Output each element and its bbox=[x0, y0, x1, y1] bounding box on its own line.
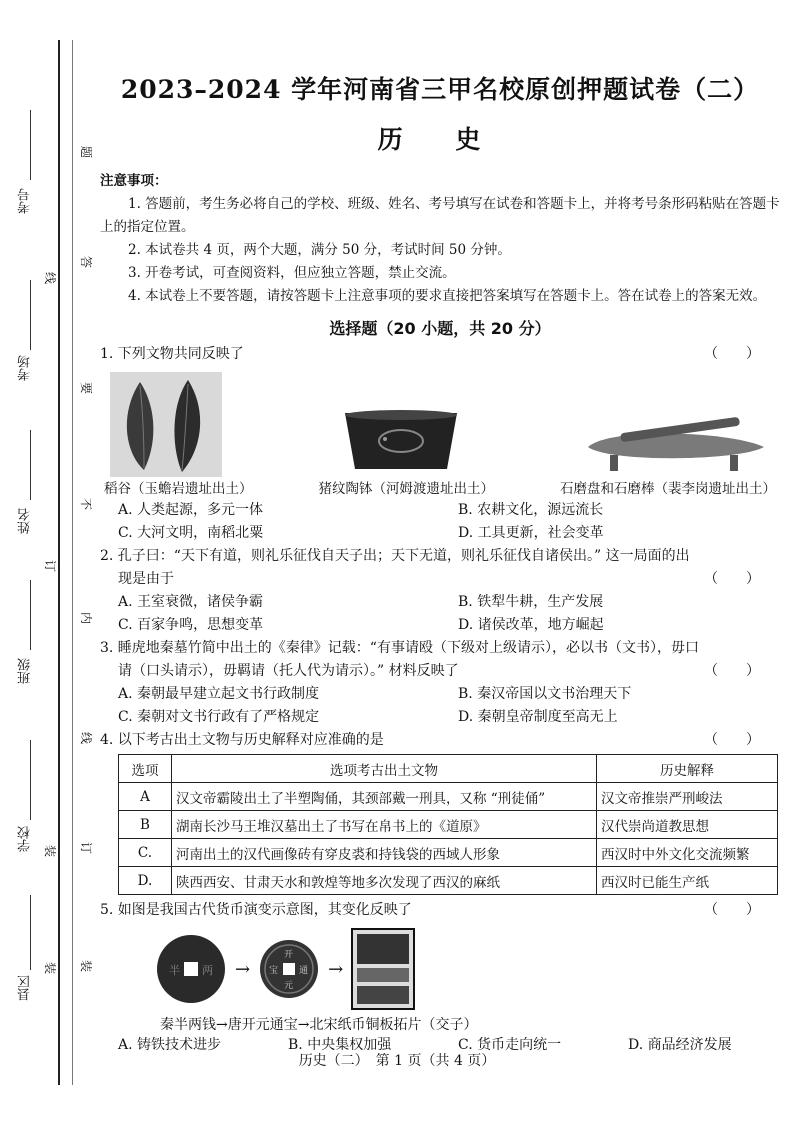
answer-paren: （ ） bbox=[704, 346, 760, 362]
table-cell: 汉文帝推崇严刑峻法 bbox=[597, 783, 778, 811]
seal-char: 装 bbox=[80, 958, 93, 973]
seal-char: 线 bbox=[80, 730, 93, 745]
label-county: 县区 bbox=[18, 975, 33, 1001]
notice-item: 4. 本试卷上不要答题，请按答题卡上注意事项的要求直接把答案填写在答题卡上。答在试卷上的答案无效。 bbox=[128, 288, 767, 304]
table-cell: C. bbox=[119, 839, 172, 867]
coin-caption: 秦半两钱→唐开元通宝→北宋纸币铜板拓片（交子） bbox=[160, 1017, 478, 1033]
table-header: 历史解释 bbox=[597, 755, 778, 783]
table-cell: A bbox=[119, 783, 172, 811]
notice-heading: 注意事项： bbox=[100, 173, 168, 189]
seal-char: 不 bbox=[80, 496, 93, 511]
option-a[interactable]: A. 秦朝最早建立起文书行政制度 bbox=[118, 686, 320, 702]
option-b[interactable]: B. 中央集权加强 bbox=[288, 1037, 392, 1053]
question-5 bbox=[100, 899, 780, 1057]
caption-pottery: 猪纹陶钵（河姆渡遗址出土） bbox=[318, 481, 494, 497]
coin-char: 通 bbox=[299, 966, 309, 976]
option-b[interactable]: B. 铁犁牛耕，生产发展 bbox=[458, 594, 604, 610]
table-header: 选项 bbox=[119, 755, 172, 783]
label-school: 学校 bbox=[18, 826, 33, 852]
rice-image bbox=[110, 372, 222, 477]
question-stem-cont: 请（口头请示），毋羁请（托人代为请示）。” 材料反映了 bbox=[118, 663, 459, 679]
option-a[interactable]: A. 铸铁技术进步 bbox=[118, 1037, 222, 1053]
artifact-table bbox=[118, 754, 778, 895]
coin-char: 宝 bbox=[269, 966, 279, 976]
kaiyuan-coin-image bbox=[258, 938, 320, 1000]
banliang-coin-image bbox=[155, 933, 227, 1005]
binding-margin bbox=[0, 0, 100, 1124]
artifact-images bbox=[100, 372, 780, 477]
question-1 bbox=[100, 343, 780, 545]
caption-grinding-stone: 石磨盘和石磨棒（裴李岗遗址出土） bbox=[560, 481, 776, 497]
seal-char: 线 bbox=[44, 270, 57, 285]
option-b[interactable]: B. 秦汉帝国以文书治理天下 bbox=[458, 686, 632, 702]
exam-page bbox=[100, 70, 780, 1057]
answer-paren: （ ） bbox=[704, 663, 760, 679]
seal-char: 订 bbox=[44, 558, 57, 573]
arrow-icon: → bbox=[328, 958, 344, 980]
table-cell: 湖南长沙马王堆汉墓出土了书写在帛书上的《道原》 bbox=[172, 811, 597, 839]
jiaozi-note-image bbox=[351, 928, 415, 1010]
arrow-icon: → bbox=[235, 958, 251, 980]
section-heading: 选择题（20 小题，共 20 分） bbox=[329, 319, 551, 338]
question-stem-cont: 现是由于 bbox=[118, 571, 174, 587]
option-d[interactable]: D. 工具更新，社会变革 bbox=[458, 525, 604, 541]
fill-line bbox=[30, 280, 31, 350]
option-d[interactable]: D. 诸侯改革，地方崛起 bbox=[458, 617, 604, 633]
label-exam-room: 考场 bbox=[18, 355, 33, 381]
pig-pottery-image bbox=[341, 405, 461, 477]
option-c[interactable]: C. 货币走向统一 bbox=[458, 1037, 562, 1053]
question-stem: 5. 如图是我国古代货币演变示意图，其变化反映了 bbox=[100, 902, 412, 918]
fill-line bbox=[30, 580, 31, 650]
option-a[interactable]: A. 人类起源，多元一体 bbox=[118, 502, 264, 518]
table-cell: 汉代崇尚道教思想 bbox=[597, 811, 778, 839]
question-2 bbox=[100, 545, 780, 637]
seal-char: 答 bbox=[80, 254, 93, 269]
answer-paren: （ ） bbox=[704, 902, 760, 918]
answer-paren: （ ） bbox=[704, 732, 760, 748]
options bbox=[100, 591, 780, 637]
notice-block bbox=[100, 170, 780, 308]
table-row bbox=[119, 867, 778, 895]
label-class: 班级 bbox=[18, 658, 33, 684]
question-3 bbox=[100, 637, 780, 729]
label-exam-number: 考号 bbox=[18, 188, 33, 214]
table-cell: B bbox=[119, 811, 172, 839]
notice-item: 2. 本试卷共 4 页，两个大题，满分 50 分，考试时间 50 分钟。 bbox=[128, 242, 511, 258]
table-header: 选项考古出土文物 bbox=[172, 755, 597, 783]
binding-line bbox=[58, 40, 60, 1085]
seal-char: 订 bbox=[80, 840, 93, 855]
question-stem: 1. 下列文物共同反映了 bbox=[100, 346, 244, 362]
coin-diagram bbox=[155, 928, 780, 1010]
option-d[interactable]: D. 商品经济发展 bbox=[628, 1037, 732, 1053]
options bbox=[100, 683, 780, 729]
answer-paren: （ ） bbox=[704, 571, 760, 587]
option-a[interactable]: A. 王室衰微，诸侯争霸 bbox=[118, 594, 264, 610]
fill-line bbox=[30, 895, 31, 970]
seal-char: 装 bbox=[44, 960, 57, 975]
seal-char: 内 bbox=[80, 610, 93, 625]
coin-char: 元 bbox=[284, 981, 294, 991]
table-cell: 西汉时已能生产纸 bbox=[597, 867, 778, 895]
binding-line-dashed bbox=[72, 40, 73, 1085]
table-row bbox=[119, 811, 778, 839]
question-stem: 4. 以下考古出土文物与历史解释对应准确的是 bbox=[100, 732, 384, 748]
question-stem: 3. 睡虎地秦墓竹简中出土的《秦律》记载：“有事请殴（下级对上级请示），必以书（文书），毋口 bbox=[100, 640, 699, 656]
exam-title: 2023–2024 学年河南省三甲名校原创押题试卷（二） bbox=[120, 75, 760, 104]
option-c[interactable]: C. 百家争鸣，思想变革 bbox=[118, 617, 264, 633]
coin-char: 两 bbox=[202, 964, 213, 977]
coin-char: 开 bbox=[284, 950, 294, 960]
page-footer: 历史（二） 第 1 页（共 4 页） bbox=[298, 1053, 496, 1069]
seal-char: 装 bbox=[44, 843, 57, 858]
label-name: 姓名 bbox=[18, 508, 33, 534]
option-b[interactable]: B. 农耕文化，源远流长 bbox=[458, 502, 604, 518]
table-cell: 汉文帝霸陵出土了半塑陶俑，其颈部戴一刑具，又称 “刑徒俑” bbox=[172, 783, 597, 811]
table-cell: 陕西西安、甘肃天水和敦煌等地多次发现了西汉的麻纸 bbox=[172, 867, 597, 895]
seal-char: 要 bbox=[80, 380, 93, 395]
table-cell: 河南出土的汉代画像砖有穿皮裘和持钱袋的西域人形象 bbox=[172, 839, 597, 867]
table-row bbox=[119, 839, 778, 867]
coin-char: 半 bbox=[169, 964, 180, 977]
artifact-captions bbox=[100, 479, 780, 499]
fill-line bbox=[30, 740, 31, 820]
fill-line bbox=[30, 430, 31, 500]
question-stem: 2. 孔子曰：“天下有道，则礼乐征伐自天子出；天下无道，则礼乐征伐自诸侯出。” 这一局面的出 bbox=[100, 548, 690, 564]
seal-char: 题 bbox=[80, 144, 93, 159]
subject-title: 历 史 bbox=[377, 125, 503, 154]
table-row bbox=[119, 783, 778, 811]
option-c[interactable]: C. 秦朝对文书行政有了严格规定 bbox=[118, 709, 320, 725]
grinding-stone-image bbox=[580, 417, 770, 477]
table-cell: D. bbox=[119, 867, 172, 895]
fill-line bbox=[30, 110, 31, 180]
table-cell: 西汉时中外文化交流频繁 bbox=[597, 839, 778, 867]
options bbox=[100, 499, 780, 545]
option-c[interactable]: C. 大河文明，南稻北粟 bbox=[118, 525, 264, 541]
question-4 bbox=[100, 729, 780, 895]
option-d[interactable]: D. 秦朝皇帝制度至高无上 bbox=[458, 709, 618, 725]
notice-item: 3. 开卷考试，可查阅资料，但应独立答题，禁止交流。 bbox=[128, 265, 456, 281]
caption-rice: 稻谷（玉蟾岩遗址出土） bbox=[104, 481, 253, 497]
notice-item: 1. 答题前，考生务必将自己的学校、班级、姓名、考号填写在试卷和答题卡上，并将考号条形码粘贴在答题卡上的指定位置。 bbox=[100, 196, 780, 235]
table-header-row bbox=[119, 755, 778, 783]
